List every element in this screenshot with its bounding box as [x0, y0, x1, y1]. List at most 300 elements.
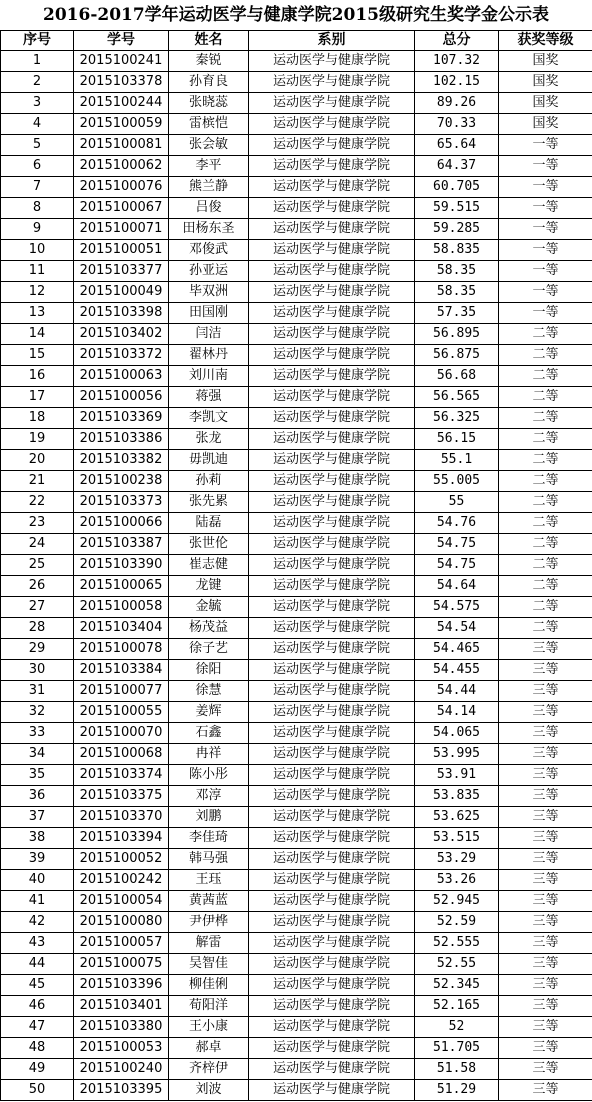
cell-name: 王小康 [169, 1017, 249, 1038]
cell-student-id: 2015100078 [74, 639, 169, 660]
table-row [1, 324, 592, 345]
cell-name: 蒋强 [169, 387, 249, 408]
cell-department: 运动医学与健康学院 [249, 492, 415, 513]
cell-name: 徐子艺 [169, 639, 249, 660]
cell-award-level: 三等 [499, 765, 592, 786]
table-row [1, 219, 592, 240]
table-row [1, 870, 592, 891]
cell-score: 54.065 [415, 723, 499, 744]
cell-student-id: 2015103395 [74, 1080, 169, 1101]
cell-award-level: 三等 [499, 1038, 592, 1059]
cell-index: 2 [1, 72, 74, 93]
cell-name: 张会敏 [169, 135, 249, 156]
cell-department: 运动医学与健康学院 [249, 639, 415, 660]
cell-score: 56.565 [415, 387, 499, 408]
cell-score: 53.29 [415, 849, 499, 870]
cell-student-id: 2015100052 [74, 849, 169, 870]
cell-department: 运动医学与健康学院 [249, 534, 415, 555]
cell-student-id: 2015103401 [74, 996, 169, 1017]
table-row [1, 996, 592, 1017]
cell-score: 70.33 [415, 114, 499, 135]
table-row [1, 891, 592, 912]
cell-department: 运动医学与健康学院 [249, 681, 415, 702]
table-row [1, 1038, 592, 1059]
cell-student-id: 2015103380 [74, 1017, 169, 1038]
cell-award-level: 三等 [499, 660, 592, 681]
cell-award-level: 二等 [499, 471, 592, 492]
cell-department: 运动医学与健康学院 [249, 51, 415, 72]
table-row [1, 492, 592, 513]
cell-award-level: 三等 [499, 1080, 592, 1101]
cell-department: 运动医学与健康学院 [249, 408, 415, 429]
cell-award-level: 三等 [499, 681, 592, 702]
cell-department: 运动医学与健康学院 [249, 576, 415, 597]
cell-score: 54.75 [415, 555, 499, 576]
table-row [1, 765, 592, 786]
cell-index: 4 [1, 114, 74, 135]
table-body [1, 51, 592, 1101]
cell-name: 王珏 [169, 870, 249, 891]
cell-name: 雷槟恺 [169, 114, 249, 135]
cell-student-id: 2015103373 [74, 492, 169, 513]
cell-department: 运动医学与健康学院 [249, 555, 415, 576]
cell-award-level: 二等 [499, 387, 592, 408]
table-row [1, 660, 592, 681]
cell-index: 18 [1, 408, 74, 429]
cell-index: 31 [1, 681, 74, 702]
cell-index: 46 [1, 996, 74, 1017]
cell-name: 徐慧 [169, 681, 249, 702]
cell-award-level: 三等 [499, 870, 592, 891]
cell-name: 张晓蕊 [169, 93, 249, 114]
cell-index: 11 [1, 261, 74, 282]
cell-name: 孙亚运 [169, 261, 249, 282]
table-row [1, 93, 592, 114]
cell-score: 65.64 [415, 135, 499, 156]
cell-department: 运动医学与健康学院 [249, 618, 415, 639]
cell-award-level: 三等 [499, 786, 592, 807]
cell-department: 运动医学与健康学院 [249, 366, 415, 387]
cell-department: 运动医学与健康学院 [249, 93, 415, 114]
cell-index: 15 [1, 345, 74, 366]
cell-department: 运动医学与健康学院 [249, 345, 415, 366]
cell-score: 51.29 [415, 1080, 499, 1101]
scholarship-table [0, 30, 592, 1101]
cell-score: 58.35 [415, 282, 499, 303]
table-row [1, 177, 592, 198]
cell-index: 14 [1, 324, 74, 345]
cell-award-level: 一等 [499, 198, 592, 219]
cell-index: 10 [1, 240, 74, 261]
cell-department: 运动医学与健康学院 [249, 744, 415, 765]
cell-score: 52 [415, 1017, 499, 1038]
header-student-id: 学号 [74, 31, 169, 51]
cell-score: 55.1 [415, 450, 499, 471]
cell-award-level: 二等 [499, 345, 592, 366]
cell-department: 运动医学与健康学院 [249, 219, 415, 240]
cell-award-level: 二等 [499, 534, 592, 555]
cell-index: 7 [1, 177, 74, 198]
cell-score: 89.26 [415, 93, 499, 114]
cell-index: 12 [1, 282, 74, 303]
cell-department: 运动医学与健康学院 [249, 261, 415, 282]
cell-index: 34 [1, 744, 74, 765]
cell-award-level: 一等 [499, 135, 592, 156]
cell-department: 运动医学与健康学院 [249, 471, 415, 492]
cell-index: 25 [1, 555, 74, 576]
cell-award-level: 三等 [499, 639, 592, 660]
cell-score: 53.26 [415, 870, 499, 891]
cell-award-level: 二等 [499, 513, 592, 534]
table-row [1, 1080, 592, 1101]
cell-name: 田杨东圣 [169, 219, 249, 240]
cell-score: 54.14 [415, 702, 499, 723]
cell-index: 40 [1, 870, 74, 891]
cell-name: 熊兰静 [169, 177, 249, 198]
cell-index: 33 [1, 723, 74, 744]
cell-department: 运动医学与健康学院 [249, 849, 415, 870]
cell-name: 刘川南 [169, 366, 249, 387]
cell-index: 5 [1, 135, 74, 156]
cell-score: 58.835 [415, 240, 499, 261]
cell-score: 56.68 [415, 366, 499, 387]
cell-score: 52.945 [415, 891, 499, 912]
cell-student-id: 2015103377 [74, 261, 169, 282]
cell-department: 运动医学与健康学院 [249, 429, 415, 450]
cell-score: 102.15 [415, 72, 499, 93]
cell-index: 27 [1, 597, 74, 618]
cell-student-id: 2015100067 [74, 198, 169, 219]
table-row [1, 681, 592, 702]
cell-department: 运动医学与健康学院 [249, 702, 415, 723]
cell-department: 运动医学与健康学院 [249, 723, 415, 744]
cell-award-level: 三等 [499, 1017, 592, 1038]
cell-index: 9 [1, 219, 74, 240]
cell-award-level: 三等 [499, 849, 592, 870]
cell-name: 刘波 [169, 1080, 249, 1101]
cell-department: 运动医学与健康学院 [249, 933, 415, 954]
cell-index: 26 [1, 576, 74, 597]
cell-award-level: 三等 [499, 891, 592, 912]
cell-award-level: 三等 [499, 1059, 592, 1080]
header-department: 系别 [249, 31, 415, 51]
cell-name: 孙莉 [169, 471, 249, 492]
cell-index: 17 [1, 387, 74, 408]
cell-name: 李佳琦 [169, 828, 249, 849]
cell-award-level: 三等 [499, 807, 592, 828]
cell-name: 徐阳 [169, 660, 249, 681]
table-row [1, 807, 592, 828]
cell-name: 齐梓伊 [169, 1059, 249, 1080]
cell-student-id: 2015100054 [74, 891, 169, 912]
cell-student-id: 2015103374 [74, 765, 169, 786]
cell-student-id: 2015103390 [74, 555, 169, 576]
cell-index: 30 [1, 660, 74, 681]
cell-index: 23 [1, 513, 74, 534]
cell-index: 44 [1, 954, 74, 975]
cell-name: 张龙 [169, 429, 249, 450]
cell-index: 1 [1, 51, 74, 72]
cell-student-id: 2015100062 [74, 156, 169, 177]
cell-department: 运动医学与健康学院 [249, 996, 415, 1017]
cell-student-id: 2015100049 [74, 282, 169, 303]
table-row [1, 387, 592, 408]
cell-student-id: 2015103370 [74, 807, 169, 828]
cell-award-level: 一等 [499, 177, 592, 198]
table-row [1, 723, 592, 744]
table-row [1, 912, 592, 933]
cell-award-level: 一等 [499, 240, 592, 261]
cell-score: 53.625 [415, 807, 499, 828]
cell-award-level: 二等 [499, 324, 592, 345]
cell-score: 56.895 [415, 324, 499, 345]
table-row [1, 471, 592, 492]
table-row [1, 198, 592, 219]
cell-department: 运动医学与健康学院 [249, 387, 415, 408]
table-row [1, 618, 592, 639]
cell-student-id: 2015103386 [74, 429, 169, 450]
cell-award-level: 三等 [499, 744, 592, 765]
table-row [1, 450, 592, 471]
cell-department: 运动医学与健康学院 [249, 1038, 415, 1059]
cell-student-id: 2015100056 [74, 387, 169, 408]
cell-award-level: 国奖 [499, 114, 592, 135]
table-row [1, 282, 592, 303]
cell-award-level: 一等 [499, 261, 592, 282]
cell-index: 35 [1, 765, 74, 786]
table-row [1, 1059, 592, 1080]
cell-index: 6 [1, 156, 74, 177]
cell-department: 运动医学与健康学院 [249, 135, 415, 156]
table-row [1, 744, 592, 765]
cell-name: 张先累 [169, 492, 249, 513]
cell-department: 运动医学与健康学院 [249, 1017, 415, 1038]
cell-department: 运动医学与健康学院 [249, 1059, 415, 1080]
cell-award-level: 三等 [499, 828, 592, 849]
cell-award-level: 三等 [499, 933, 592, 954]
cell-index: 20 [1, 450, 74, 471]
table-row [1, 954, 592, 975]
cell-name: 解雷 [169, 933, 249, 954]
cell-student-id: 2015100051 [74, 240, 169, 261]
cell-score: 52.55 [415, 954, 499, 975]
cell-name: 孙育良 [169, 72, 249, 93]
cell-score: 56.875 [415, 345, 499, 366]
cell-name: 崔志健 [169, 555, 249, 576]
cell-award-level: 一等 [499, 219, 592, 240]
cell-name: 石鑫 [169, 723, 249, 744]
cell-student-id: 2015100053 [74, 1038, 169, 1059]
table-row [1, 135, 592, 156]
cell-name: 韩马强 [169, 849, 249, 870]
cell-department: 运动医学与健康学院 [249, 1080, 415, 1101]
cell-student-id: 2015103372 [74, 345, 169, 366]
cell-index: 13 [1, 303, 74, 324]
cell-student-id: 2015100065 [74, 576, 169, 597]
cell-index: 28 [1, 618, 74, 639]
cell-student-id: 2015100055 [74, 702, 169, 723]
cell-name: 黄茜蓝 [169, 891, 249, 912]
cell-student-id: 2015103378 [74, 72, 169, 93]
cell-score: 60.705 [415, 177, 499, 198]
cell-score: 53.995 [415, 744, 499, 765]
cell-student-id: 2015100077 [74, 681, 169, 702]
cell-name: 闫洁 [169, 324, 249, 345]
cell-award-level: 二等 [499, 597, 592, 618]
cell-student-id: 2015100238 [74, 471, 169, 492]
cell-name: 龙键 [169, 576, 249, 597]
table-row [1, 555, 592, 576]
cell-name: 荀阳洋 [169, 996, 249, 1017]
cell-index: 45 [1, 975, 74, 996]
cell-student-id: 2015103398 [74, 303, 169, 324]
cell-department: 运动医学与健康学院 [249, 324, 415, 345]
table-row [1, 1017, 592, 1038]
cell-student-id: 2015100058 [74, 597, 169, 618]
cell-student-id: 2015100081 [74, 135, 169, 156]
cell-award-level: 二等 [499, 618, 592, 639]
cell-student-id: 2015100059 [74, 114, 169, 135]
table-row [1, 828, 592, 849]
table-row [1, 408, 592, 429]
table-row [1, 345, 592, 366]
cell-department: 运动医学与健康学院 [249, 765, 415, 786]
cell-student-id: 2015100063 [74, 366, 169, 387]
cell-award-level: 国奖 [499, 93, 592, 114]
cell-student-id: 2015103382 [74, 450, 169, 471]
cell-score: 54.54 [415, 618, 499, 639]
table-row [1, 975, 592, 996]
cell-student-id: 2015100241 [74, 51, 169, 72]
cell-student-id: 2015100076 [74, 177, 169, 198]
cell-score: 51.58 [415, 1059, 499, 1080]
cell-index: 19 [1, 429, 74, 450]
cell-award-level: 三等 [499, 723, 592, 744]
cell-award-level: 二等 [499, 492, 592, 513]
cell-index: 8 [1, 198, 74, 219]
header-row [1, 31, 592, 51]
table-row [1, 576, 592, 597]
cell-name: 秦锐 [169, 51, 249, 72]
cell-department: 运动医学与健康学院 [249, 870, 415, 891]
cell-score: 54.455 [415, 660, 499, 681]
cell-index: 24 [1, 534, 74, 555]
cell-student-id: 2015103387 [74, 534, 169, 555]
cell-name: 姜辉 [169, 702, 249, 723]
cell-award-level: 三等 [499, 702, 592, 723]
cell-award-level: 三等 [499, 996, 592, 1017]
cell-department: 运动医学与健康学院 [249, 912, 415, 933]
cell-index: 37 [1, 807, 74, 828]
header-award-level: 获奖等级 [499, 31, 592, 51]
cell-award-level: 一等 [499, 282, 592, 303]
cell-student-id: 2015100057 [74, 933, 169, 954]
table-row [1, 366, 592, 387]
table-row [1, 597, 592, 618]
table-row [1, 156, 592, 177]
cell-student-id: 2015103384 [74, 660, 169, 681]
cell-name: 毕双洲 [169, 282, 249, 303]
cell-name: 吴智佳 [169, 954, 249, 975]
cell-index: 41 [1, 891, 74, 912]
cell-score: 59.515 [415, 198, 499, 219]
cell-name: 张世伦 [169, 534, 249, 555]
cell-student-id: 2015100080 [74, 912, 169, 933]
cell-student-id: 2015100068 [74, 744, 169, 765]
cell-name: 陆磊 [169, 513, 249, 534]
table-row [1, 429, 592, 450]
cell-score: 54.76 [415, 513, 499, 534]
cell-score: 52.59 [415, 912, 499, 933]
cell-index: 48 [1, 1038, 74, 1059]
cell-index: 47 [1, 1017, 74, 1038]
cell-department: 运动医学与健康学院 [249, 597, 415, 618]
cell-name: 李凯文 [169, 408, 249, 429]
table-row [1, 114, 592, 135]
cell-score: 64.37 [415, 156, 499, 177]
cell-student-id: 2015103394 [74, 828, 169, 849]
cell-department: 运动医学与健康学院 [249, 786, 415, 807]
cell-name: 邓淳 [169, 786, 249, 807]
cell-name: 陈小彤 [169, 765, 249, 786]
cell-name: 邓俊武 [169, 240, 249, 261]
cell-name: 毋凯迪 [169, 450, 249, 471]
cell-score: 54.465 [415, 639, 499, 660]
header-name: 姓名 [169, 31, 249, 51]
cell-award-level: 一等 [499, 156, 592, 177]
cell-score: 53.515 [415, 828, 499, 849]
cell-score: 52.555 [415, 933, 499, 954]
cell-index: 22 [1, 492, 74, 513]
cell-department: 运动医学与健康学院 [249, 114, 415, 135]
table-row [1, 786, 592, 807]
cell-department: 运动医学与健康学院 [249, 975, 415, 996]
cell-name: 李平 [169, 156, 249, 177]
cell-index: 21 [1, 471, 74, 492]
cell-student-id: 2015100070 [74, 723, 169, 744]
table-row [1, 534, 592, 555]
cell-index: 42 [1, 912, 74, 933]
cell-index: 29 [1, 639, 74, 660]
header-index: 序号 [1, 31, 74, 51]
cell-name: 金毓 [169, 597, 249, 618]
cell-score: 54.64 [415, 576, 499, 597]
cell-score: 56.325 [415, 408, 499, 429]
cell-student-id: 2015100240 [74, 1059, 169, 1080]
cell-department: 运动医学与健康学院 [249, 303, 415, 324]
cell-index: 49 [1, 1059, 74, 1080]
cell-index: 43 [1, 933, 74, 954]
table-row [1, 303, 592, 324]
cell-department: 运动医学与健康学院 [249, 828, 415, 849]
cell-index: 39 [1, 849, 74, 870]
cell-student-id: 2015103404 [74, 618, 169, 639]
cell-score: 53.91 [415, 765, 499, 786]
table-row [1, 240, 592, 261]
cell-award-level: 二等 [499, 429, 592, 450]
cell-department: 运动医学与健康学院 [249, 954, 415, 975]
cell-name: 翟林丹 [169, 345, 249, 366]
cell-award-level: 二等 [499, 366, 592, 387]
cell-index: 36 [1, 786, 74, 807]
cell-department: 运动医学与健康学院 [249, 156, 415, 177]
cell-department: 运动医学与健康学院 [249, 660, 415, 681]
table-row [1, 702, 592, 723]
cell-department: 运动医学与健康学院 [249, 240, 415, 261]
cell-score: 56.15 [415, 429, 499, 450]
cell-award-level: 三等 [499, 954, 592, 975]
cell-name: 尹伊桦 [169, 912, 249, 933]
